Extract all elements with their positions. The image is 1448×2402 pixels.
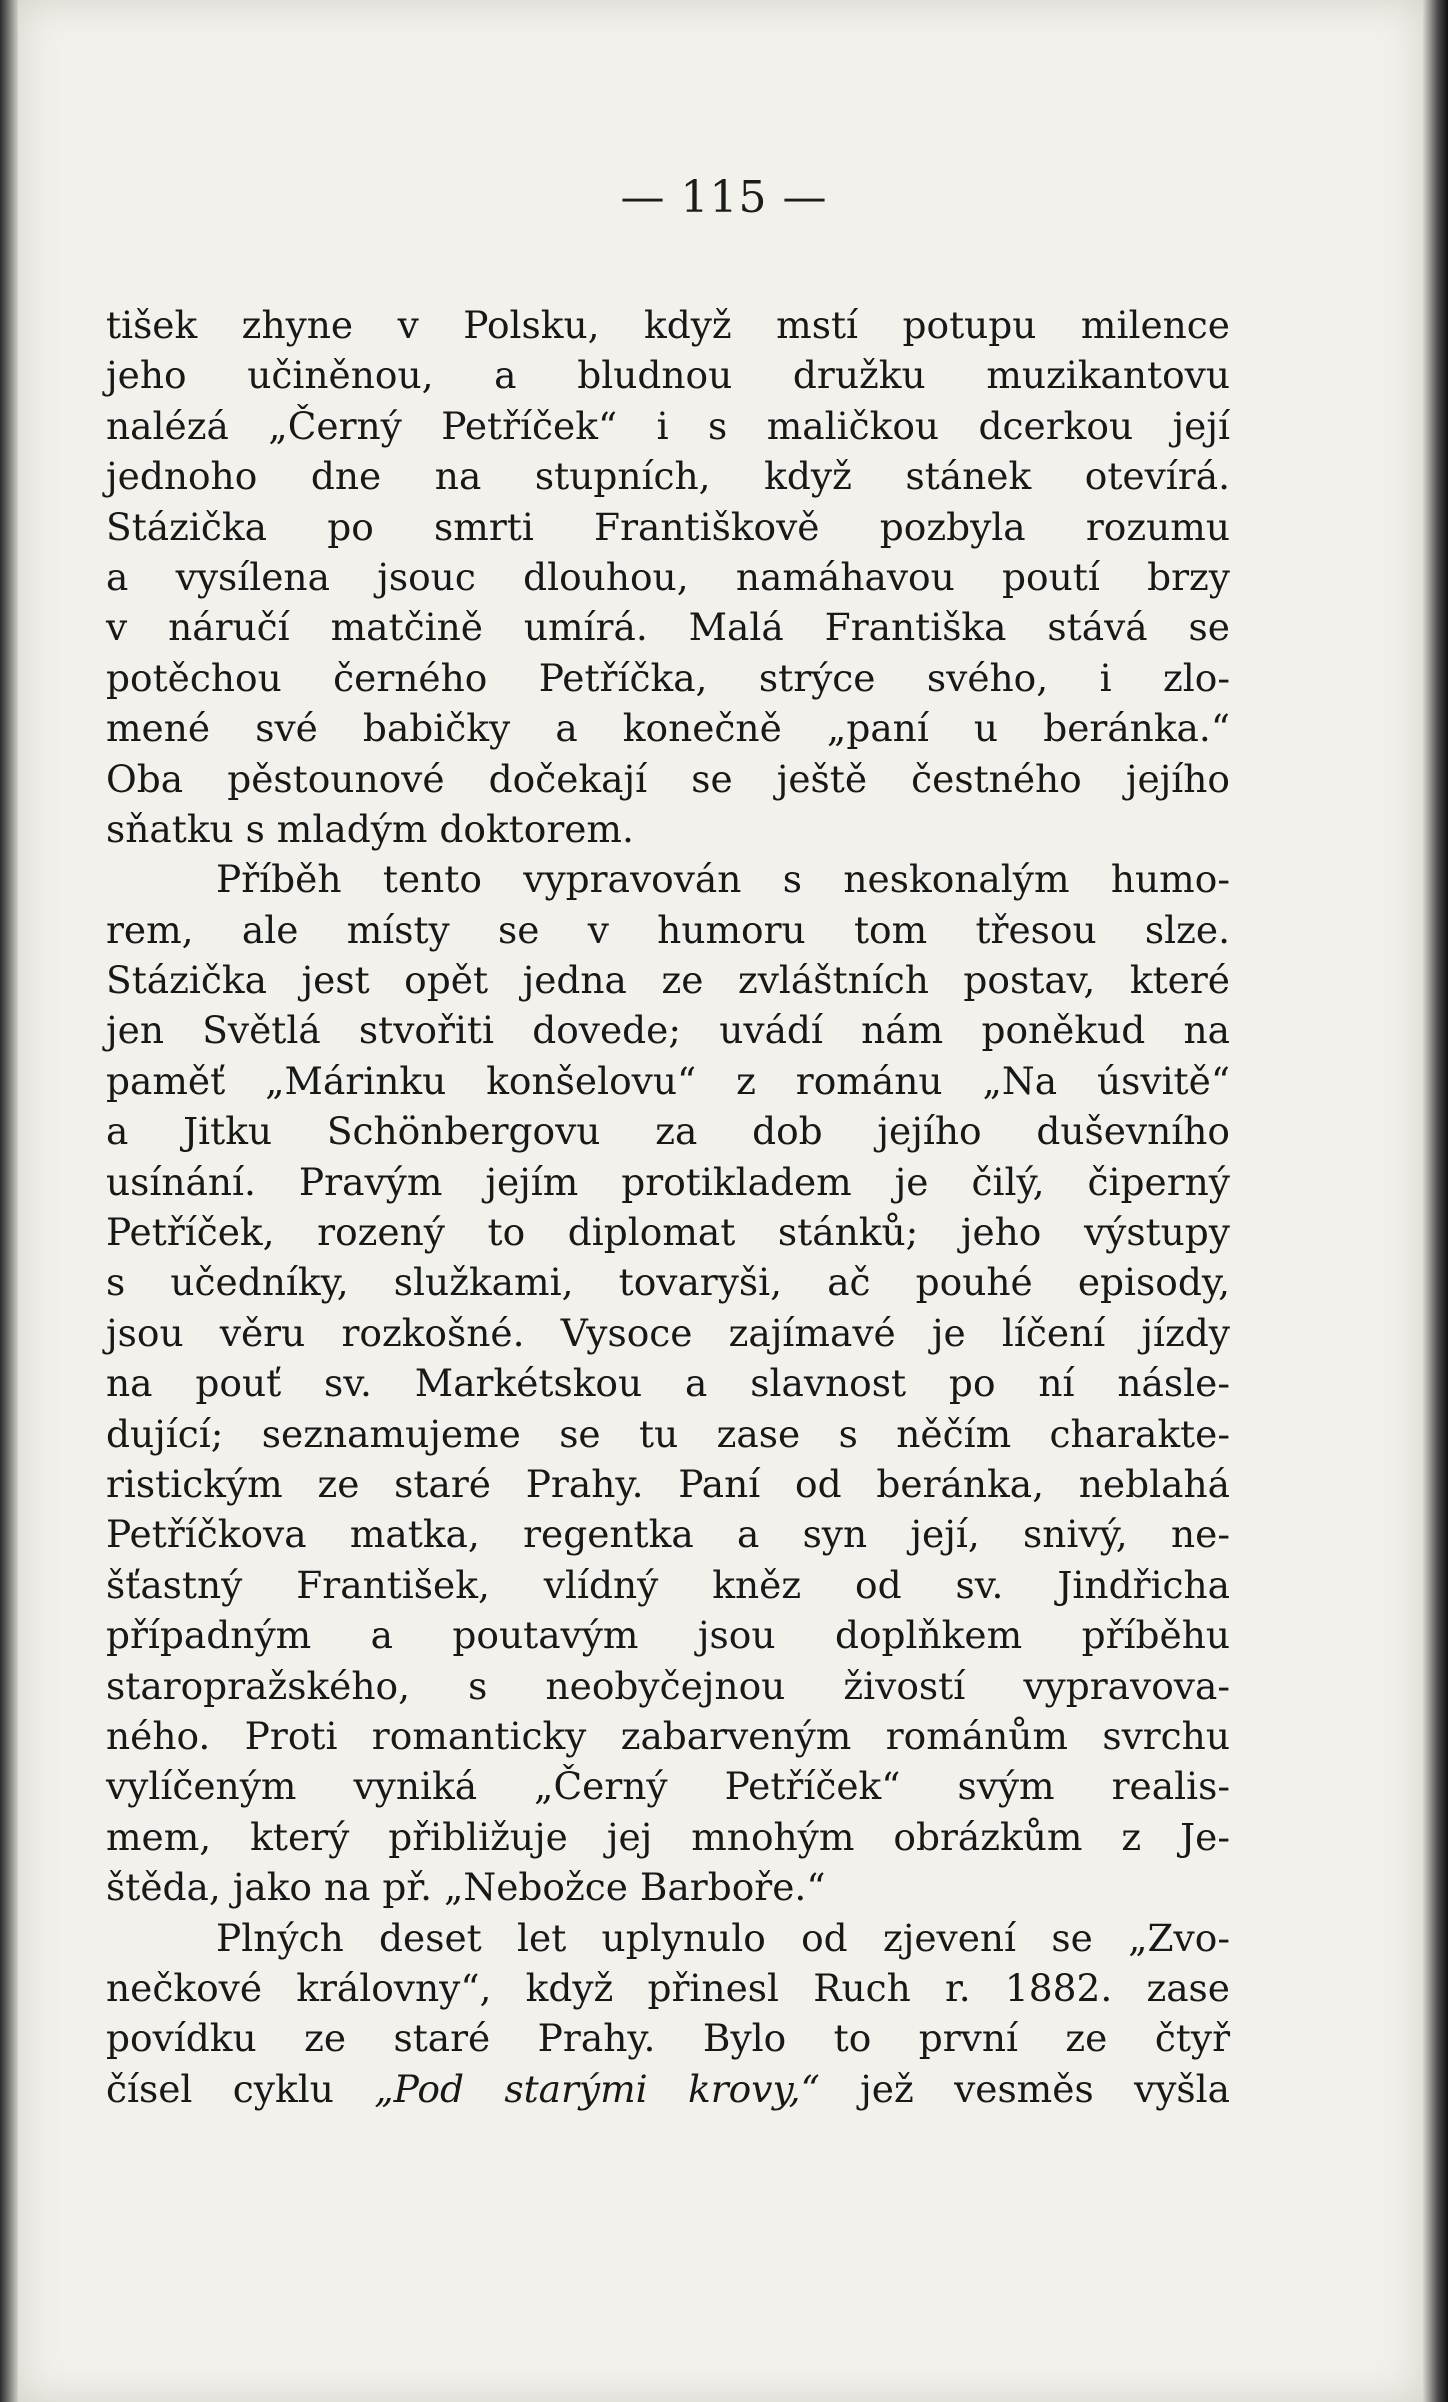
text-line: povídku ze staré Prahy. Bylo to první ze čtyř (106, 2016, 1230, 2061)
text-line: Petříčkova matka, regentka a syn její, snivý, ne- (106, 1512, 1230, 1557)
text-line: ného. Proti romanticky zabarveným románům svrchu (106, 1713, 1230, 1758)
text-line: s učedníky, služkami, tovaryši, ač pouhé episody, (106, 1260, 1230, 1305)
text-line: mené své babičky a konečně „paní u beránka.“ (106, 706, 1230, 751)
text-line: staropražského, s neobyčejnou živostí vypravova- (106, 1663, 1230, 1708)
text-line: sňatku s mladým doktorem. (106, 806, 634, 851)
text-line: tišek zhyne v Polsku, když mstí potupu milence (106, 303, 1230, 347)
body-text (106, 300, 1230, 2114)
text-segment: čísel cyklu (106, 2066, 375, 2111)
text-line: v náručí matčině umírá. Malá Františka stává se (106, 605, 1230, 650)
text-line: a Jitku Schönbergovu za dob jejího duševního (106, 1109, 1230, 1154)
text-line-final (106, 2064, 1230, 2114)
text-line: případným a poutavým jsou doplňkem příběhu (106, 1613, 1230, 1658)
text-line: mem, který přibližuje jej mnohým obrázkům z Je- (106, 1814, 1230, 1859)
text-line: nečkové královny“, když přinesl Ruch r. 1882. zase (106, 1965, 1230, 2010)
text-line: rem, ale místy se v humoru tom třesou slze. (106, 907, 1230, 952)
text-line: jsou věru rozkošné. Vysoce zajímavé je líčení jízdy (106, 1310, 1230, 1355)
italic-title: „Pod starými krovy,“ (374, 2066, 820, 2111)
text-line: usínání. Pravým jejím protikladem je čilý, čiperný (106, 1159, 1230, 1204)
text-line: nalézá „Černý Petříček“ i s maličkou dcerkou její (106, 403, 1230, 448)
text-line: potěchou černého Petříčka, strýce svého, i zlo- (106, 655, 1230, 700)
text-line: Stázička jest opět jedna ze zvláštních postav, které (106, 958, 1230, 1003)
text-line: Petříček, rozený to diplomat stánků; jeho výstupy (106, 1210, 1230, 1255)
text-line: Příběh tento vypravován s neskonalým humo- (216, 857, 1230, 902)
text-line: vylíčeným vyniká „Černý Petříček“ svým realis- (106, 1764, 1230, 1809)
text-line: Plných deset let uplynulo od zjevení se „Zvo- (216, 1915, 1230, 1960)
page-right-edge (1423, 0, 1448, 2402)
text-line: štěda, jako na př. „Nebožce Barboře.“ (106, 1865, 826, 1910)
text-line: Stázička po smrti Františkově pozbyla rozumu (106, 504, 1230, 549)
page-number: — 115 — (620, 172, 828, 223)
text-line: šťastný František, vlídný kněz od sv. Jindřicha (106, 1562, 1230, 1607)
text-line: jednoho dne na stupních, když stánek otevírá. (106, 454, 1230, 499)
text-line: paměť „Márinku konšelovu“ z románu „Na úsvitě“ (106, 1058, 1230, 1103)
text-line: na pouť sv. Markétskou a slavnost po ní násle- (106, 1361, 1230, 1406)
text-line: jen Světlá stvořiti dovede; uvádí nám poněkud na (106, 1008, 1230, 1053)
text-segment: jež vesměs vyšla (819, 2066, 1231, 2111)
text-line: Oba pěstounové dočekají se ještě čestného jejího (106, 756, 1230, 801)
text-line: ristickým ze staré Prahy. Paní od beránka, neblahá (106, 1461, 1230, 1506)
text-line: a vysílena jsouc dlouhou, namáhavou poutí brzy (106, 554, 1230, 599)
page-left-edge (0, 0, 18, 2402)
text-line: jeho učiněnou, a bludnou družku muzikantovu (106, 353, 1230, 398)
text-line: dující; seznamujeme se tu zase s něčím charakte- (106, 1411, 1230, 1456)
